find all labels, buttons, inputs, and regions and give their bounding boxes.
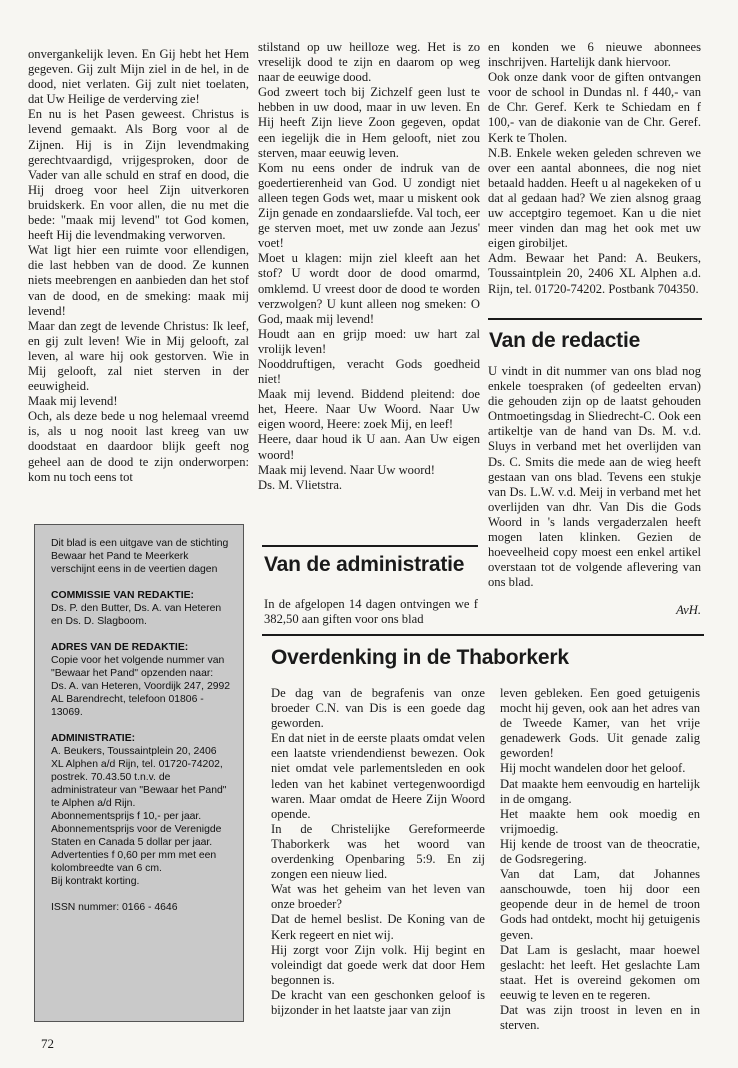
- author-signature: Ds. M. Vlietstra.: [258, 477, 343, 492]
- adres-heading: ADRES VAN DE REDAKTIE:: [51, 642, 189, 653]
- paragraph: Hij kende de troost van de theocratie, de Godsregering.: [500, 836, 700, 867]
- paragraph: Dat maakte hem eenvoudig en hartelijk in de omgang.: [500, 776, 700, 806]
- thaborkerk-column-right: [500, 686, 700, 1033]
- advertising-price: Advertenties f 0,60 per mm met een kolombreedte van 6 cm.: [51, 850, 217, 874]
- paragraph: U vindt in dit nummer van ons blad nog enkele toespraken (of gedeelten ervan) die gehouden zijn op de laatst gehouden Ontmoetingsdag in Sliedrecht-C. Ook een artikeltje van de hand van Ds. M. v.d. Sluys in verband met het overlijden van Ds. C. Smits die mede aan de wieg heeft gestaan van ons blad. Tevens een stukje van Ds. L.W. v.d. Meij in verband met het overlijden van dhr. Van Dis die Gods Woord in 's lands vergaderzalen heeft mogen laten klinken. Gezien de hoeveelheid copy moest een enkel artikel overstaan tot de volgende aflevering van ons blad.: [488, 364, 701, 590]
- paragraph: Houdt aan en grijp moed: uw hart zal vrolijk leven!: [258, 326, 480, 356]
- issn-number: ISSN nummer: 0166 - 4646: [51, 902, 178, 913]
- paragraph: leven gebleken. Een goed getuigenis mocht hij geven, ook aan het adres van de Tweede Kamer, van het vrije genadewerk Gods. Uit genade zalig geworden!: [500, 686, 700, 761]
- paragraph: onvergankelijk leven. En Gij hebt het Hem gegeven. Gij zult Mijn ziel in de hel, in de dood, niet verlaten. Gij zult niet toelaten, dat Uw Heilige de verderving zie!: [28, 47, 249, 107]
- divider: [488, 318, 702, 320]
- paragraph: Maak mij levend. Naar Uw woord!: [258, 462, 435, 477]
- paragraph: De kracht van een geschonken geloof is bijzonder in het laatste jaar van zijn: [271, 987, 485, 1017]
- article-column-1: [28, 47, 249, 485]
- paragraph: In de Christelijke Gereformeerde Thaborkerk was het woord van overdenking Openbaring 5:9. En zij zongen een nieuw lied.: [271, 821, 485, 882]
- thaborkerk-column-left: [271, 686, 485, 1018]
- paragraph: Maak mij levend!: [28, 394, 118, 409]
- paragraph: en konden we 6 nieuwe abonnees inschrijven. Hartelijk dank hiervoor.: [488, 40, 701, 70]
- administratie-text: A. Beukers, Toussaintplein 20, 2406 XL Alphen a/d Rijn, tel. 01720-74202, postrek. 70.43.50 t.n.v. de administrateur van "Bewaar het Pand" te Alphen a/d Rijn.: [51, 746, 227, 809]
- article-column-3: [488, 40, 701, 297]
- administratie-body: [264, 597, 478, 627]
- paragraph: stilstand op uw heilloze weg. Het is zo vreselijk dood te zijn en daarom op weg naar de eeuwige dood.: [258, 40, 480, 85]
- paragraph: N.B. Enkele weken geleden schreven we over een aantal abonnees, die nog niet betaald hadden. Heeft u al nagekeken of u dat al gedaan had? We zien alsnog graag uw acceptgiro tegemoet. Kan u die niet meer vinden dan mag het ook met uw eigen girobiljet.: [488, 145, 701, 251]
- subscription-price: Abonnementsprijs f 10,- per jaar.: [51, 811, 202, 822]
- paragraph: Kom nu eens onder de indruk van de goedertierenheid van God. U zondigt niet alleen tegen Gods wet, maar u miskent ook Zijn genade en zondaarsliefde. Val toch, eer ge sterven moet, met uw zonde aan Jezus' voet!: [258, 160, 480, 251]
- redactie-signature: AvH.: [676, 603, 701, 617]
- paragraph: Van dat Lam, dat Johannes aanschouwde, toen hij door een geopende deur in de hemel de troon Gods had ontdekt, mocht hij getuigenis geven.: [500, 867, 700, 942]
- redactie-title: Van de redactie: [489, 329, 641, 352]
- divider: [262, 634, 704, 636]
- colophon-frequency: verschijnt eens in de veertien dagen: [51, 564, 218, 575]
- contract-discount: Bij kontrakt korting.: [51, 876, 140, 887]
- commissie-heading: COMMISSIE VAN REDAKTIE:: [51, 590, 194, 601]
- administratie-heading: ADMINISTRATIE:: [51, 733, 136, 744]
- paragraph: En nu is het Pasen geweest. Christus is levend gemaakt. Als Borg voor al de Zijnen. Hij is in Zijn levendmaking gerechtvaardigd, vrijgesproken, door de Vader van alle schuld en straf en dood, die Hij droeg voor heel Zijn uitverkoren bruidskerk. En voor allen, die nu met die bede: "maak mij levend" tot God komen, heeft Hij die levendmaking verworven.: [28, 107, 249, 243]
- paragraph: Dat Lam is geslacht, maar hoewel geslacht: het leeft. Het geslachte Lam staat. Het is overeind gekomen om eeuwig te leven en te regeren.: [500, 942, 700, 1002]
- paragraph: Nooddruftigen, veracht Gods goedheid niet!: [258, 356, 480, 387]
- colophon-box: [34, 524, 244, 1022]
- paragraph: Och, als deze bede u nog helemaal vreemd is, als u nog nooit last kreeg van uw doodstaat en daardoor blijk geeft nog geheel aan de dood te zijn onderworpen: kom nu toch eens tot: [28, 409, 249, 484]
- paragraph: Wat was het geheim van het leven van onze broeder?: [271, 882, 485, 912]
- divider: [262, 545, 478, 547]
- thaborkerk-title: Overdenking in de Thaborkerk: [271, 646, 569, 669]
- paragraph: In de afgelopen 14 dagen ontvingen we f 382,50 aan giften voor ons blad: [264, 597, 478, 627]
- paragraph: Maar dan zegt de levende Christus: Ik leef, en gij zult leven! Wie in Mij gelooft, zal leven, al ware hij ook gestorven. Wie in Mij gelooft, zal niet sterven in der eeuwigheid.: [28, 318, 249, 394]
- paragraph: God zweert toch bij Zichzelf geen lust te hebben in uw dood, maar in uw leven. En Hij heeft Zijn lieve Zoon gegeven, opdat een iegelijk die in Hem gelooft, niet zou sterven, maar eeuwig leven.: [258, 85, 480, 160]
- colophon-intro: Dit blad is een uitgave van de stichting Bewaar het Pand te Meerkerk: [51, 538, 229, 562]
- paragraph: Moet u klagen: mijn ziel kleeft aan het stof? U wordt door de dood omarmd, omklemd. U vreest door de dood te worden verzwolgen? U kunt alleen nog smeken: O God, maak mij levend!: [258, 251, 480, 326]
- administratie-title: Van de administratie: [264, 553, 465, 576]
- paragraph: Dat de hemel beslist. De Koning van de Kerk regeert en niet wij.: [271, 912, 485, 942]
- adres-text: Copie voor het volgende nummer van "Bewaar het Pand" opzenden naar: Ds. A. van Heteren, Voordijk 247, 2992 AL Barendrecht, telefoon 01806 - 13069.: [51, 655, 231, 718]
- article-column-2: [258, 40, 480, 493]
- paragraph: Maak mij levend. Biddend pleitend: doe het, Heere. Naar Uw Woord. Naar Uw eigen woord, Heere: zoek Mij, en leef!: [258, 387, 480, 432]
- paragraph: Wat ligt hier een ruimte voor ellendigen, die last hebben van de dood. Ze kunnen niets meebrengen en aanbieden dan het stof van de dood, en de smeking: maak mij levend!: [28, 243, 249, 318]
- commissie-text: Ds. P. den Butter, Ds. A. van Heteren en Ds. D. Slagboom.: [51, 603, 222, 627]
- paragraph: De dag van de begrafenis van onze broeder C.N. van Dis is een goede dag geworden.: [271, 686, 485, 731]
- paragraph: Hij zorgt voor Zijn volk. Hij begint en voleindigt dat goede werk dat door Hem begonnen is.: [271, 942, 485, 987]
- page-number: 72: [41, 1036, 54, 1051]
- paragraph: Heere, daar houd ik U aan. Aan Uw eigen woord!: [258, 432, 480, 462]
- paragraph: Ook onze dank voor de giften ontvangen voor de school in Dundas nl. f 440,- van de Chr. Geref. Kerk te Schiedam en f 100,- van de diakonie van de Chr. Geref. Kerk te Tholen.: [488, 70, 701, 145]
- paragraph: Adm. Bewaar het Pand: A. Beukers, Toussaintplein 20, 2406 XL Alphen a.d. Rijn, tel. 01720-74202. Postbank 704350.: [488, 251, 701, 296]
- subscription-price-abroad: Abonnementsprijs voor de Verenigde Staten en Canada 5 dollar per jaar.: [51, 824, 222, 848]
- paragraph: Dat was zijn troost in leven en in sterven.: [500, 1002, 700, 1033]
- paragraph: Hij mocht wandelen door het geloof.: [500, 761, 686, 776]
- paragraph: Het maakte hem ook moedig en vrijmoedig.: [500, 806, 700, 836]
- redactie-body: [488, 364, 701, 590]
- paragraph: En dat niet in de eerste plaats omdat velen een laatste vriendendienst bewezen. Ook niet omdat vele parlementsleden en ook leden van het kabinet vertegenwoordigd waren. Maar omdat de Heere Zijn Woord opende.: [271, 731, 485, 821]
